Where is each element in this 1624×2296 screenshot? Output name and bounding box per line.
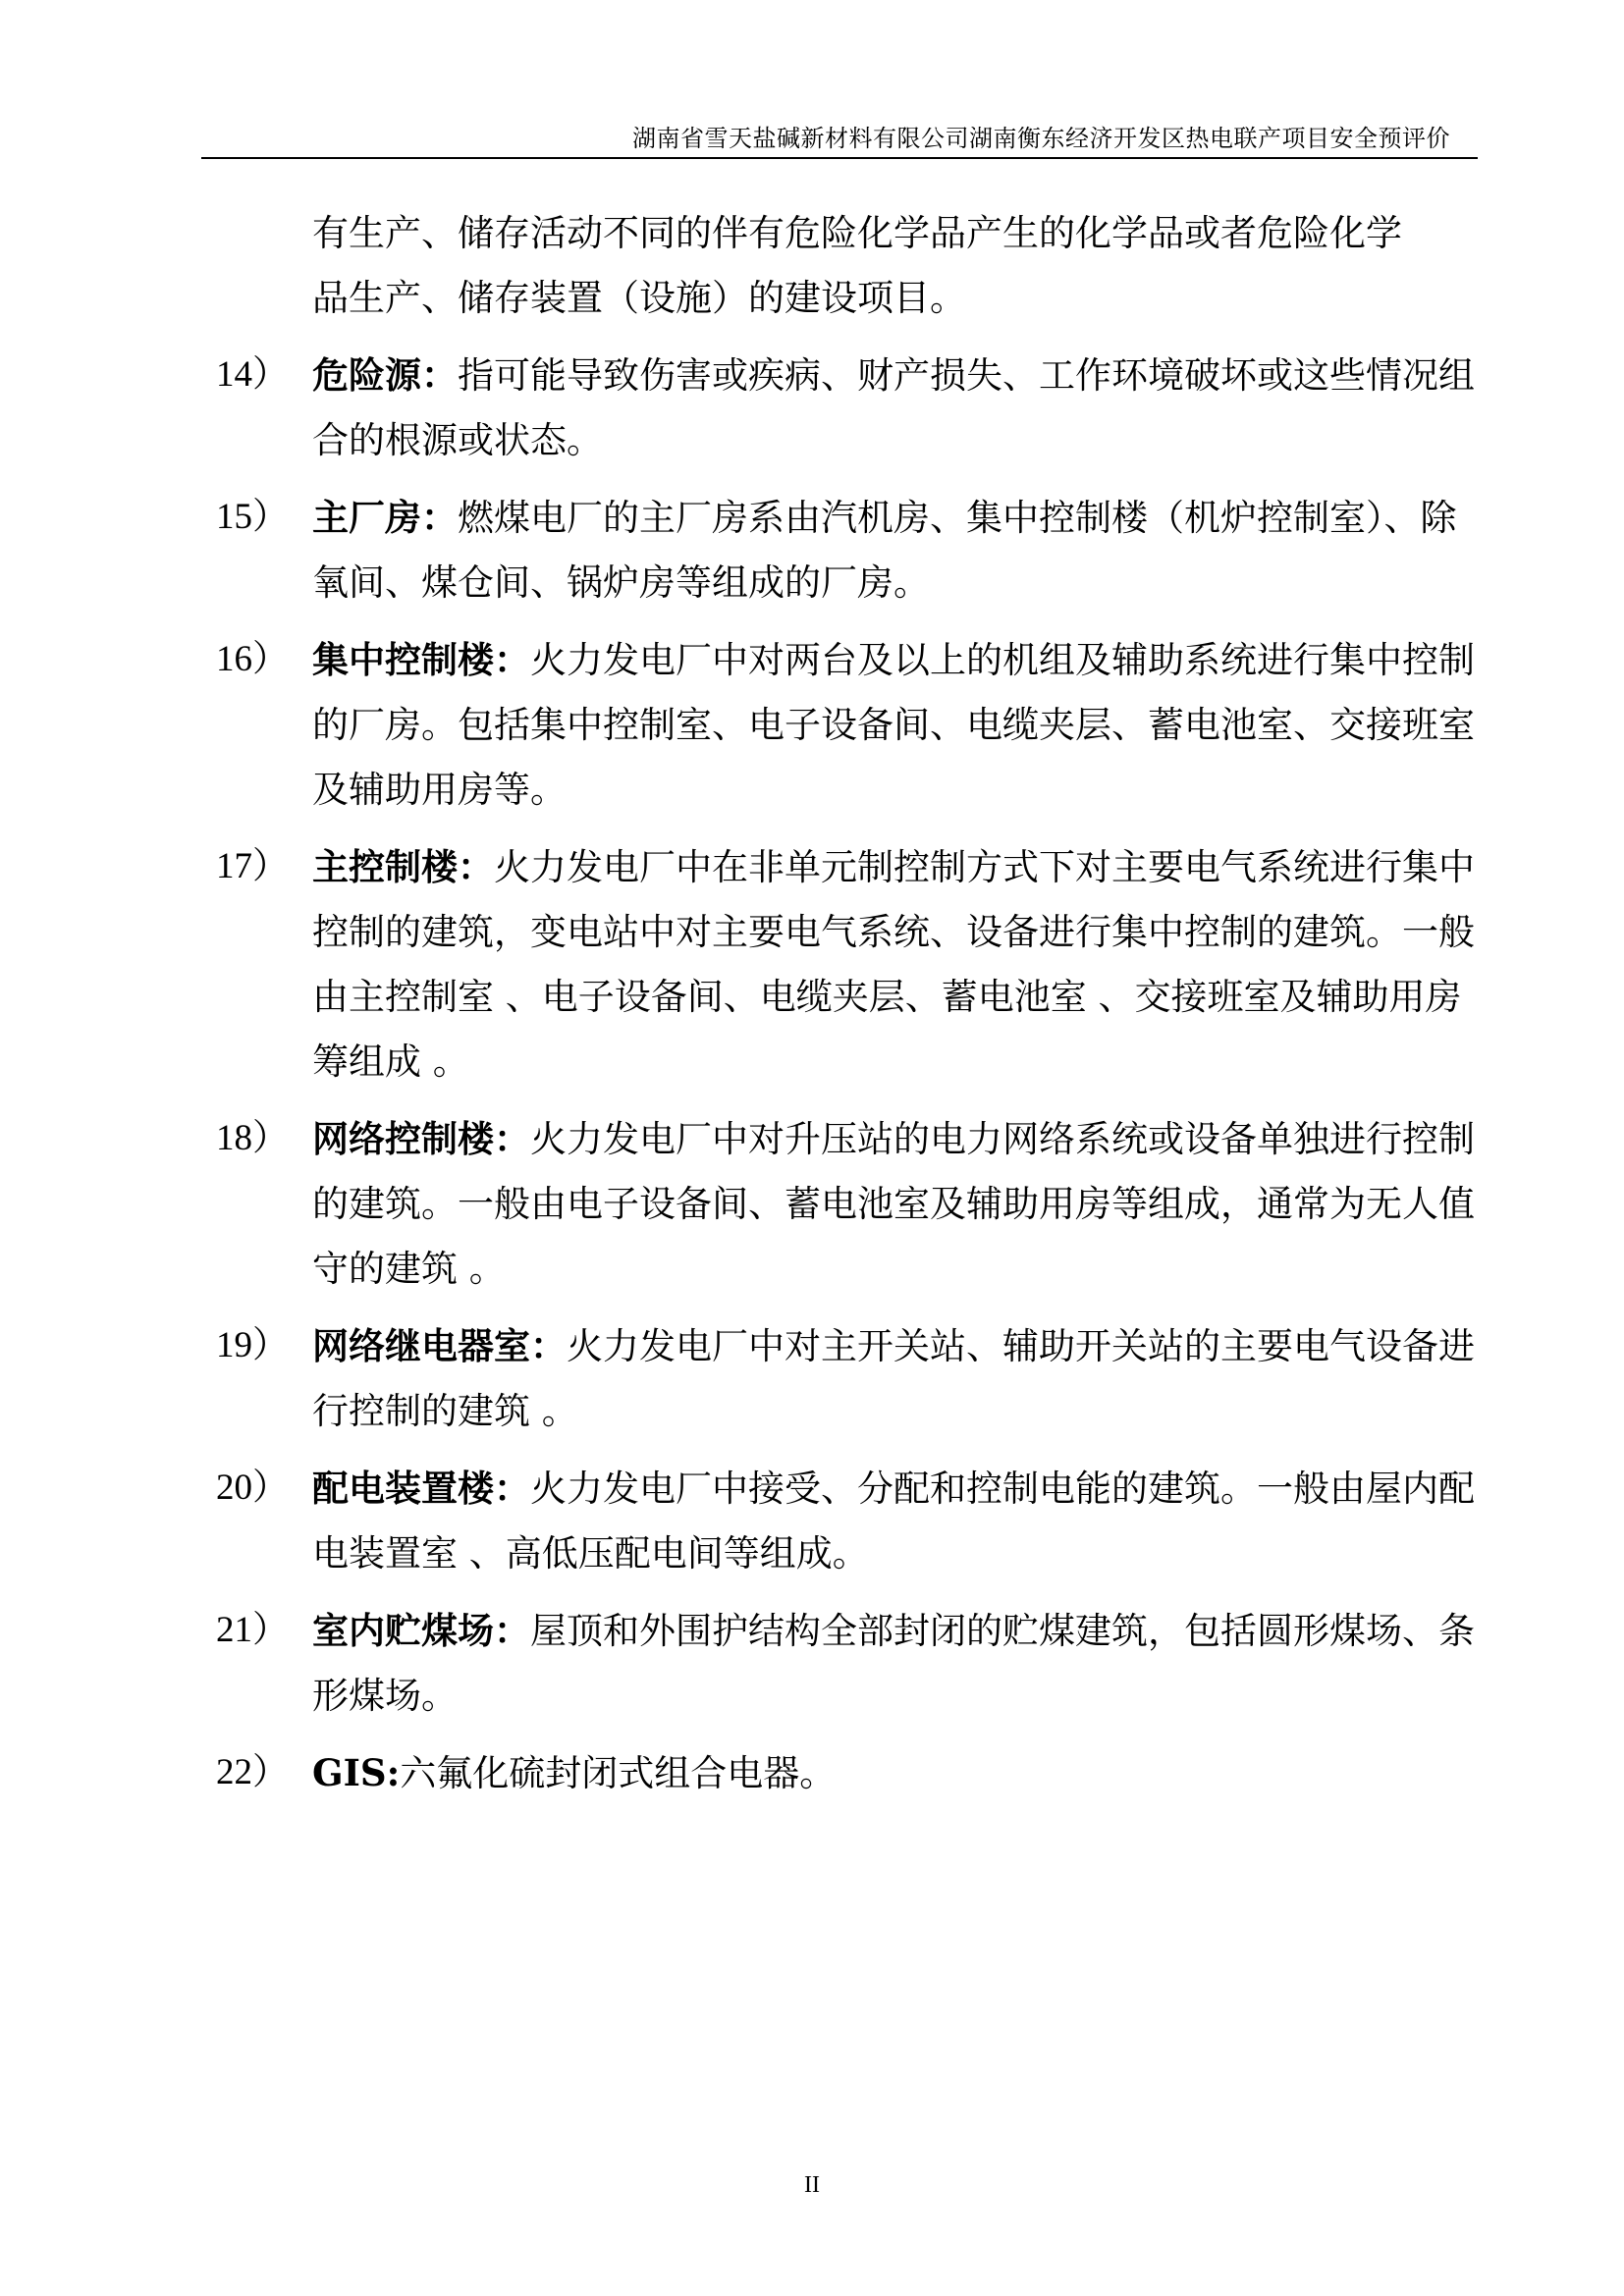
item-term: 危险源： [312, 353, 458, 397]
intro-line: 品生产、储存装置（设施）的建设项目。 [312, 277, 966, 319]
definition-item-19 [216, 1313, 1483, 1444]
item-term: 集中控制楼： [312, 638, 530, 681]
definition-item-20 [216, 1456, 1483, 1586]
item-term: 主厂房： [312, 496, 458, 539]
intro-paragraph [216, 201, 1483, 331]
item-number: 22） [216, 1752, 289, 1792]
item-number: 18） [216, 1118, 289, 1158]
item-definition: 指可能导致伤害或疾病、财产损失、工作环境破坏或这些情况组合的根源或状态。 [312, 354, 1475, 461]
definition-item-14 [216, 343, 1483, 473]
item-term: 室内贮煤场： [312, 1609, 530, 1652]
document-body [216, 201, 1483, 1806]
item-definition: 火力发电厂中对主开关站、辅助开关站的主要电气设备进行控制的建筑 。 [312, 1325, 1475, 1432]
item-term: GIS: [312, 1751, 401, 1794]
definition-item-18 [216, 1106, 1483, 1302]
item-number: 21） [216, 1610, 289, 1650]
item-number: 15） [216, 497, 289, 537]
item-term: 主控制楼： [312, 845, 494, 888]
item-number: 17） [216, 846, 289, 886]
header-title: 湖南省雪天盐碱新材料有限公司湖南衡东经济开发区热电联产项目安全预评价 [632, 125, 1450, 152]
item-term: 网络控制楼： [312, 1117, 530, 1160]
item-definition: 屋顶和外围护结构全部封闭的贮煤建筑，包括圆形煤场、条形煤场。 [312, 1610, 1475, 1717]
item-definition: 燃煤电厂的主厂房系由汽机房、集中控制楼（机炉控制室）、除氧间、煤仓间、锅炉房等组成的厂房。 [312, 497, 1457, 604]
item-number: 16） [216, 639, 289, 679]
item-number: 19） [216, 1325, 289, 1365]
definition-item-15 [216, 485, 1483, 615]
page-footer [0, 2172, 1624, 2199]
intro-line: 有生产、储存活动不同的伴有危险化学品产生的化学品或者危险化学 [312, 212, 1402, 254]
item-term: 网络继电器室： [312, 1324, 567, 1367]
item-term: 配电装置楼： [312, 1467, 530, 1510]
item-number: 14） [216, 354, 289, 395]
page-header [201, 116, 1478, 159]
item-definition: 火力发电厂中接受、分配和控制电能的建筑。一般由屋内配电装置室 、高低压配电间等组成。 [312, 1468, 1475, 1575]
item-definition: 火力发电厂中对升压站的电力网络系统或设备单独进行控制的建筑。一般由电子设备间、蓄电池室及辅助用房等组成，通常为无人值守的建筑 。 [312, 1118, 1475, 1290]
item-definition: 火力发电厂中在非单元制控制方式下对主要电气系统进行集中控制的建筑，变电站中对主要电气系统、设备进行集中控制的建筑。一般由主控制室 、电子设备间、电缆夹层、蓄电池室 、交接班室及辅助用房筹组成 。 [312, 846, 1475, 1083]
item-definition: 火力发电厂中对两台及以上的机组及辅助系统进行集中控制的厂房。包括集中控制室、电子设备间、电缆夹层、蓄电池室、交接班室及辅助用房等。 [312, 639, 1475, 811]
item-definition: 六氟化硫封闭式组合电器。 [400, 1752, 837, 1794]
item-number: 20） [216, 1468, 289, 1508]
definition-item-17 [216, 834, 1483, 1095]
definition-item-22 [216, 1740, 1483, 1806]
definition-item-21 [216, 1598, 1483, 1729]
page-number: II [804, 2172, 820, 2198]
definition-item-16 [216, 627, 1483, 823]
